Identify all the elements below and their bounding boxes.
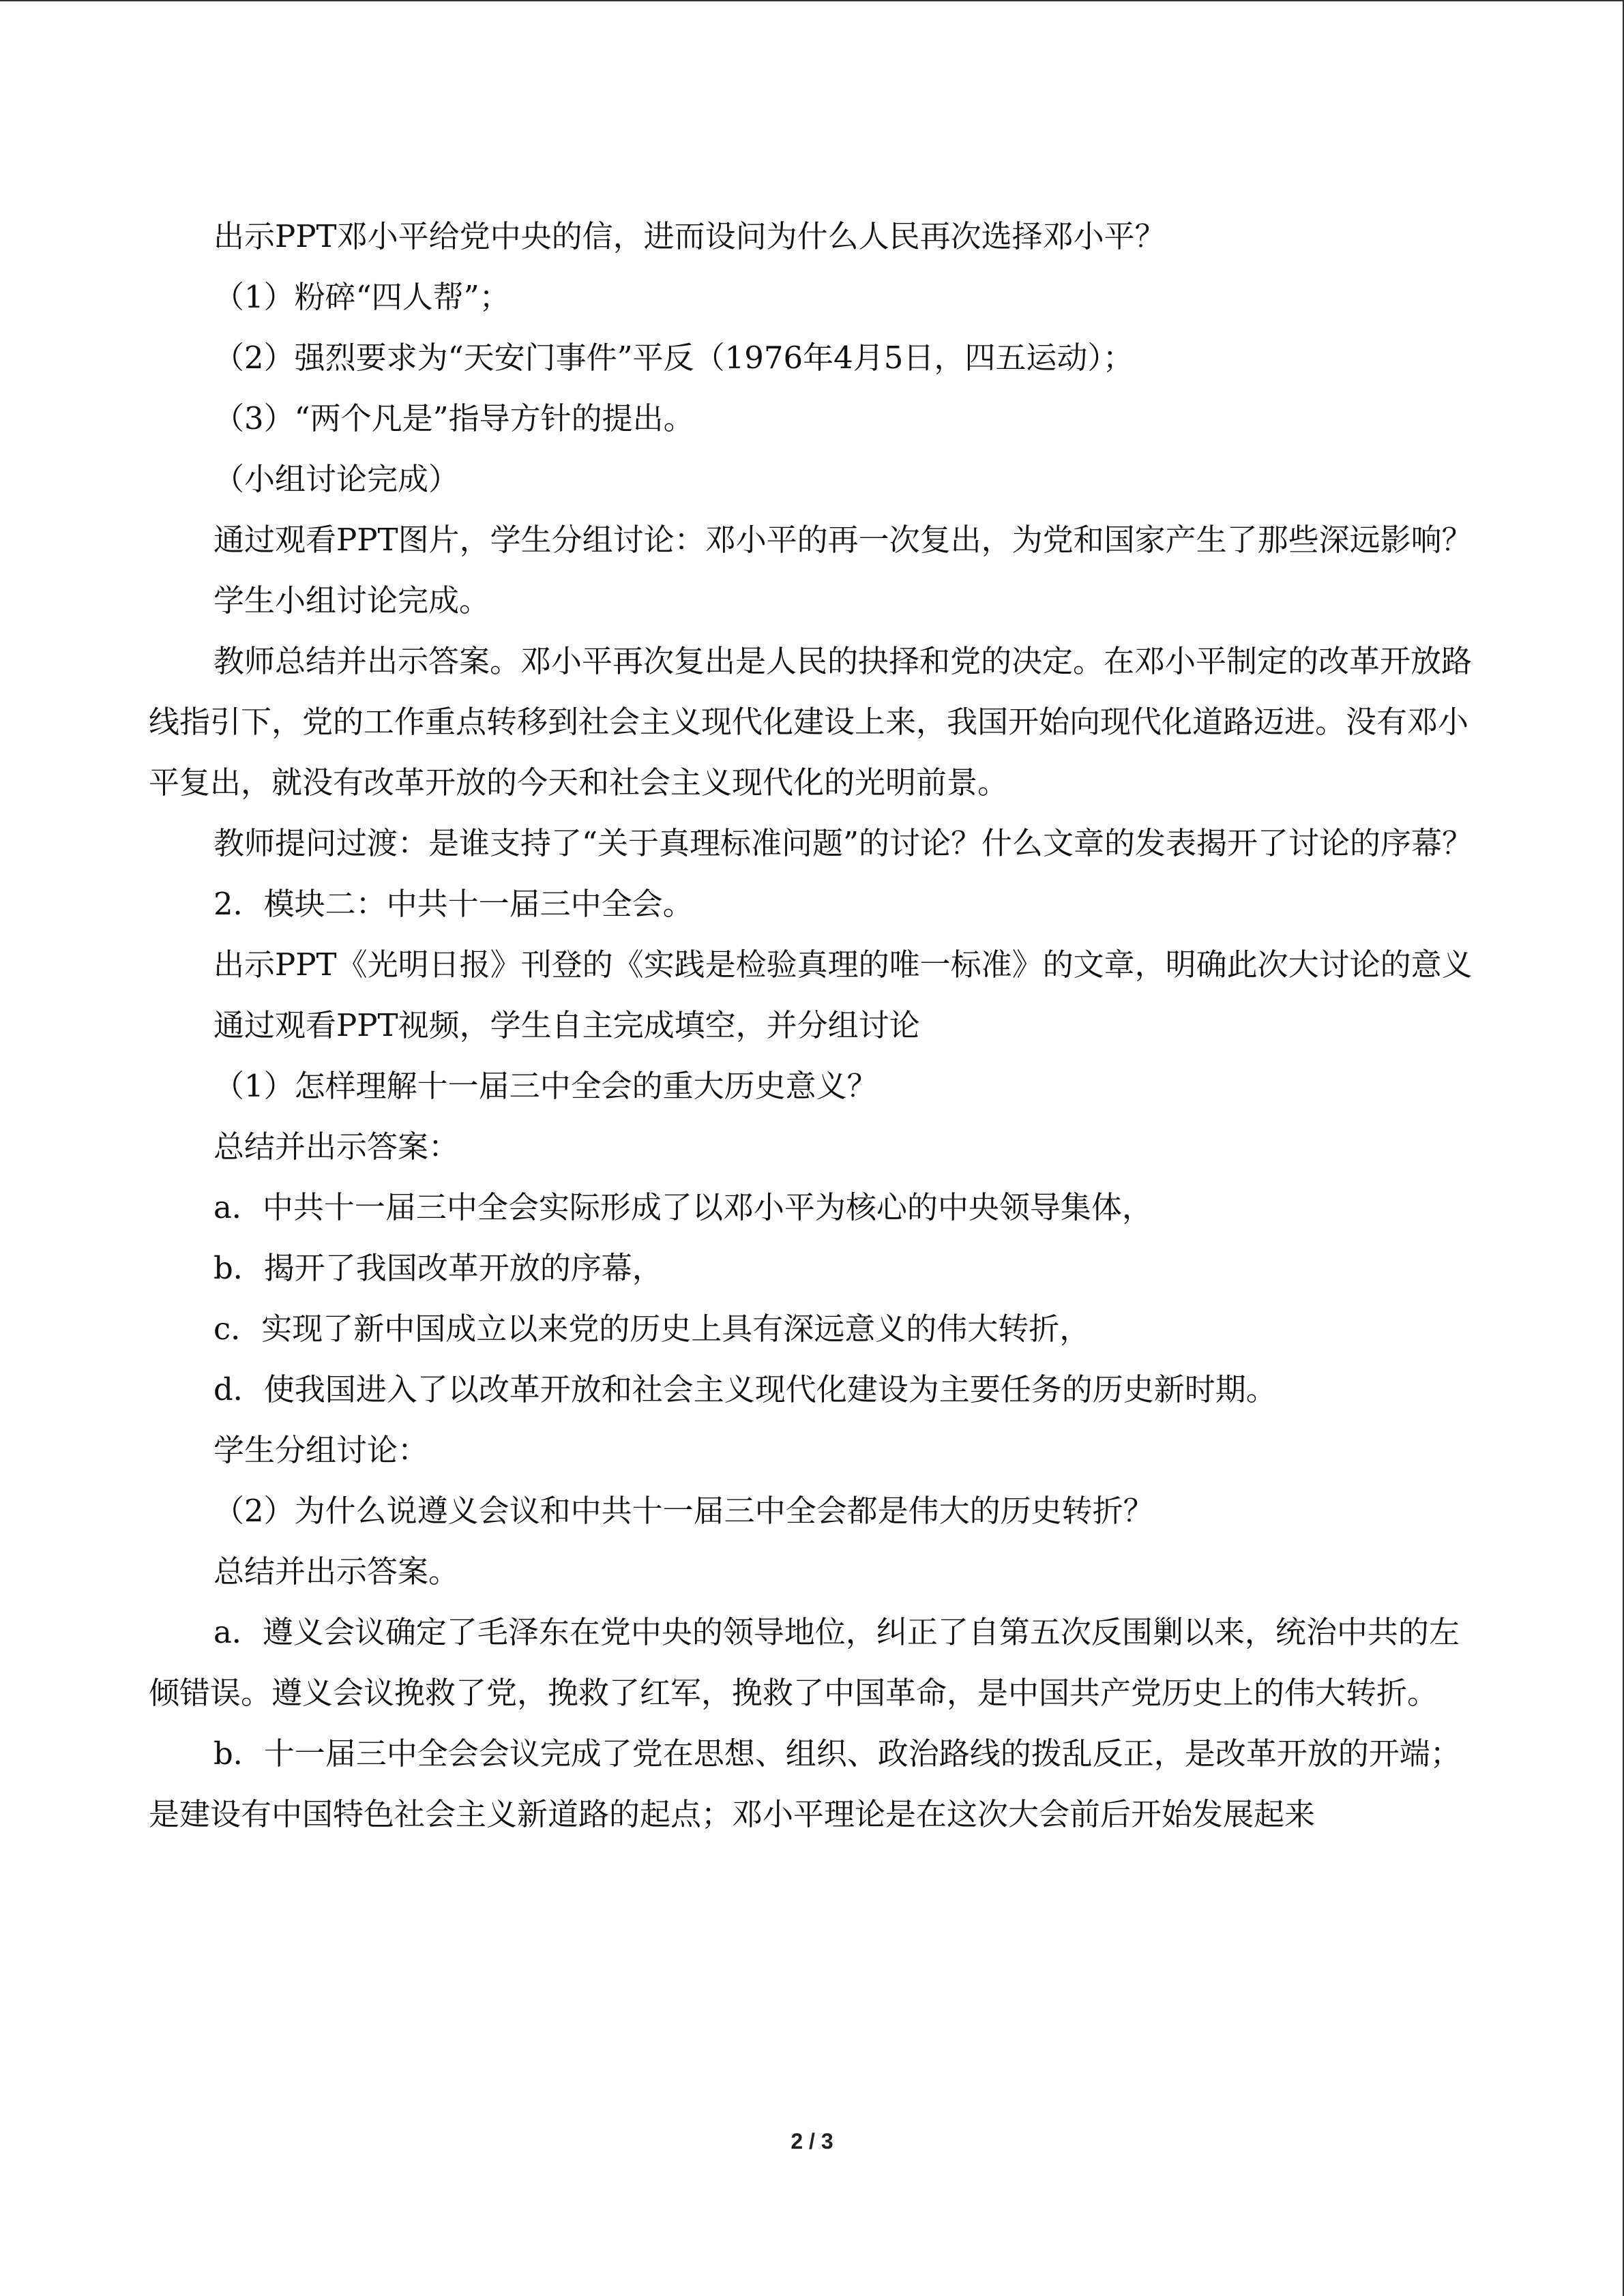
section-heading: 2．模块二：中共十一届三中全会。 [213,886,694,922]
list-item: b．揭开了我国改革开放的序幕， [213,1250,663,1286]
list-item: d．使我国进入了以改革开放和社会主义现代化建设为主要任务的历史新时期。 [213,1371,1277,1407]
document-body [149,206,1475,1845]
paragraph: （1）怎样理解十一届三中全会的重大历史意义？ [213,1068,878,1104]
list-item: c．实现了新中国成立以来党的历史上具有深远意义的伟大转折， [213,1311,1091,1347]
paragraph: （1）粉碎“四人帮”； [213,279,510,315]
paragraph: （3）“两个凡是”指导方针的提出。 [213,400,694,436]
paragraph: 总结并出示答案。 [213,1553,460,1590]
list-item: b．十一届三中全会会议完成了党在思想、组织、政治路线的拨乱反正，是改革开放的开端；是建设有中国特色社会主义新道路的起点；邓小平理论是在这次大会前后开始发展起来 [149,1735,1461,1832]
paragraph: 出示PPT邓小平给党中央的信，进而设问为什么人民再次选择邓小平？ [213,218,1166,254]
paragraph: （小组讨论完成） [213,461,460,497]
paragraph: （2）强烈要求为“天安门事件”平反（1976年4月5日，四五运动）； [213,340,1134,376]
paragraph: 学生分组讨论： [213,1432,429,1468]
paragraph: 通过观看PPT视频，学生自主完成填空，并分组讨论 [213,1007,920,1043]
paragraph: 出示PPT《光明日报》刊登的《实践是检验真理的唯一标准》的文章，明确此次大讨论的意义 [213,946,1473,983]
paragraph: 总结并出示答案： [213,1129,460,1165]
list-item: a．中共十一届三中全会实际形成了以邓小平为核心的中央领导集体， [213,1189,1153,1225]
paragraph: 教师提问过渡：是谁支持了“关于真理标准问题”的讨论？什么文章的发表揭开了讨论的序幕？ [213,825,1473,861]
paragraph: 教师总结并出示答案。邓小平再次复出是人民的抉择和党的决定。在邓小平制定的改革开放路线指引下，党的工作重点转移到社会主义现代化建设上来，我国开始向现代化道路迈进。没有邓小平复出，就没有改革开放的今天和社会主义现代化的光明前景。 [149,643,1473,801]
list-item: a．遵义会议确定了毛泽东在党中央的领导地位，纠正了自第五次反围剿以来，统治中共的左倾错误。遵义会议挽救了党，挽救了红军，挽救了中国革命，是中国共产党历史上的伟大转折。 [149,1614,1460,1711]
page-number: 2 / 3 [791,2129,833,2153]
paragraph: 通过观看PPT图片，学生分组讨论：邓小平的再一次复出，为党和国家产生了那些深远影响？ [213,522,1473,558]
paragraph: 学生小组讨论完成。 [213,582,490,618]
paragraph: （2）为什么说遵义会议和中共十一届三中全会都是伟大的历史转折？ [213,1493,1154,1529]
